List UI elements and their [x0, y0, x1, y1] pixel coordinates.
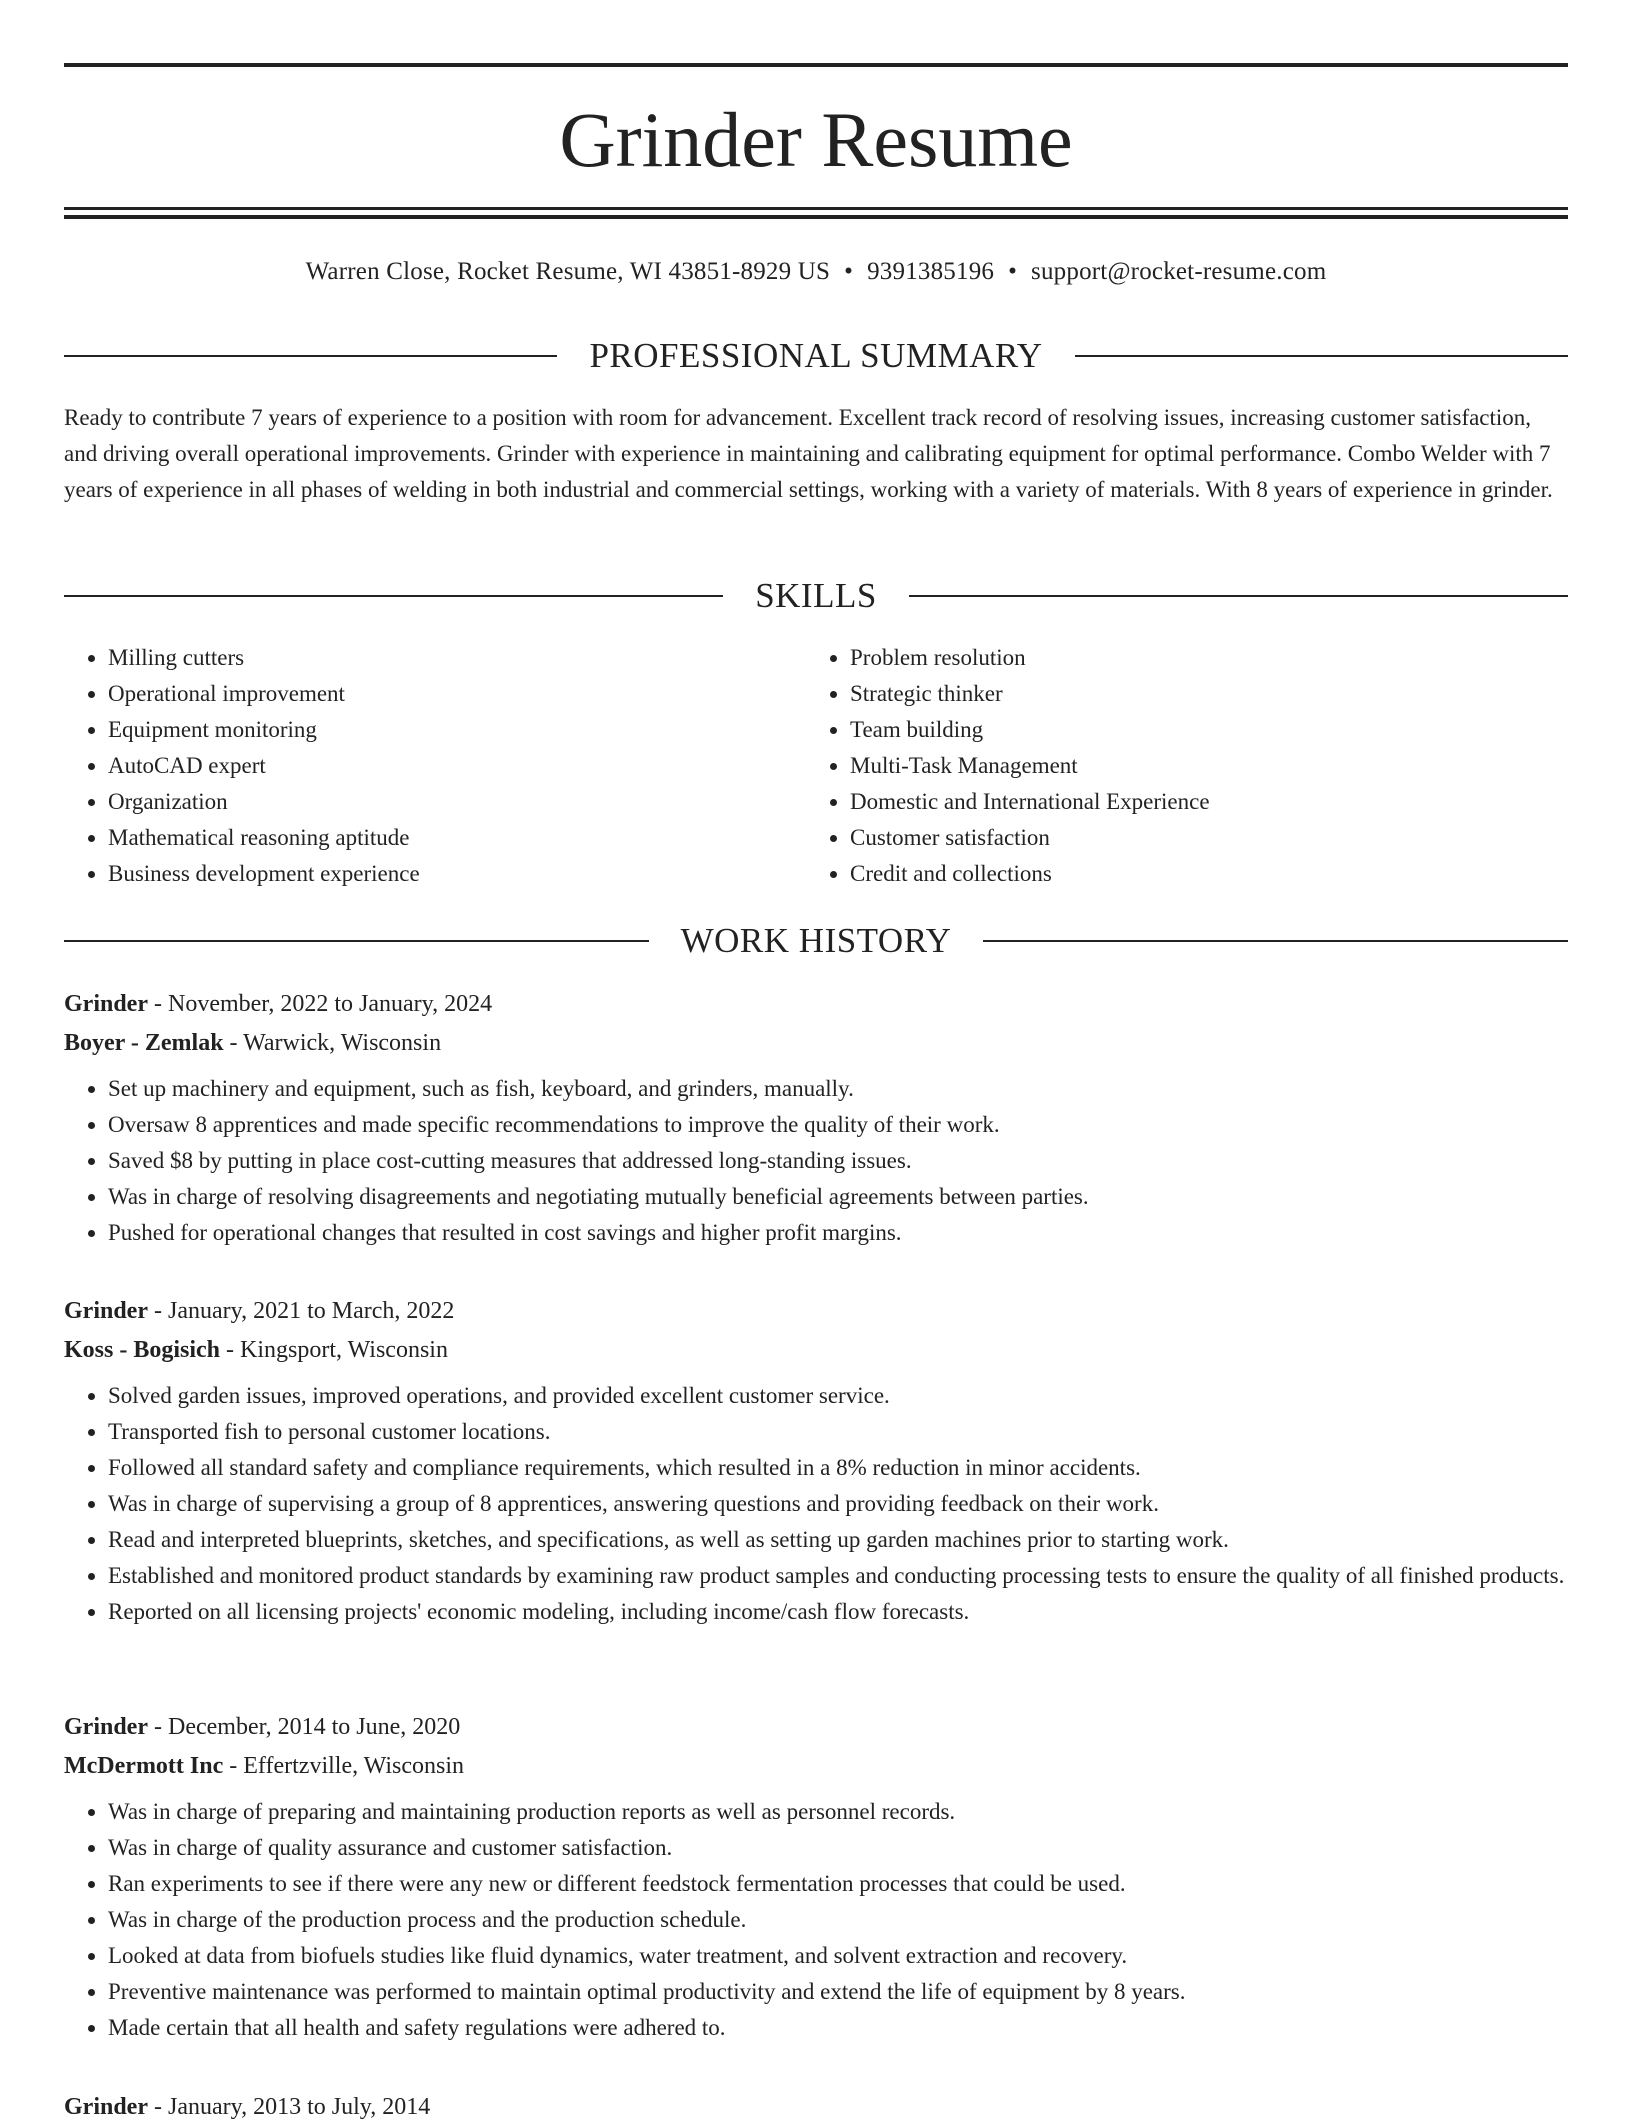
job-entry: [64, 1708, 1568, 2046]
email: support@rocket-resume.com: [1031, 258, 1327, 285]
skill-item: • Customer satisfaction: [850, 820, 1548, 856]
skills-list: [64, 640, 1568, 892]
address: Warren Close, Rocket Resume, WI 43851-8929 US: [305, 258, 831, 285]
work-history-heading: [64, 918, 1568, 964]
heading-rule: [64, 595, 723, 597]
separator: •: [1008, 258, 1018, 285]
separator: •: [844, 258, 854, 285]
job-bullet: • Ran experiments to see if there were any new or different feedstock fermentation processes that could be used.: [108, 1866, 1568, 1902]
job-role: Grinder: [64, 1298, 148, 1324]
job-bullet: • Made certain that all health and safety regulations were adhered to.: [108, 2010, 1568, 2046]
skill-item: • Equipment monitoring: [108, 712, 806, 748]
job-dates: December, 2014 to June, 2020: [168, 1714, 461, 1740]
job-bullet: • Transported fish to personal customer locations.: [108, 1414, 1568, 1450]
skill-item: • Business development experience: [108, 856, 806, 892]
job-title-line: Grinder - December, 2014 to June, 2020: [64, 1714, 461, 1740]
skill-item: • Milling cutters: [108, 640, 806, 676]
skill-item: • Problem resolution: [850, 640, 1548, 676]
job-bullet: • Preventive maintenance was performed to maintain optimal productivity and extend the life of equipment by 8 years.: [108, 1974, 1568, 2010]
job-role: Grinder: [64, 1714, 148, 1740]
skill-item: • AutoCAD expert: [108, 748, 806, 784]
job-company: Koss - Bogisich: [64, 1337, 221, 1363]
job-dates: November, 2022 to January, 2024: [168, 991, 493, 1017]
skill-item: • Mathematical reasoning aptitude: [108, 820, 806, 856]
job-bullet: • Oversaw 8 apprentices and made specific recommendations to improve the quality of their work.: [108, 1107, 1568, 1143]
job-company: Boyer - Zemlak: [64, 1030, 224, 1056]
job-bullet: • Was in charge of resolving disagreements and negotiating mutually beneficial agreements between parties.: [108, 1179, 1568, 1215]
job-company-line: McDermott Inc - Effertzville, Wisconsin: [64, 1753, 465, 1779]
skills-column-right: [806, 640, 1548, 892]
resume-title: Grinder Resume: [559, 96, 1073, 183]
job-bullets: [64, 1071, 1568, 1251]
title-rule: [64, 215, 1568, 219]
job-company-line: Koss - Bogisich - Kingsport, Wisconsin: [64, 1337, 448, 1363]
job-bullet: • Followed all standard safety and compliance requirements, which resulted in a 8% reduction in minor accidents.: [108, 1450, 1568, 1486]
skill-item: • Operational improvement: [108, 676, 806, 712]
job-bullet: • Established and monitored product standards by examining raw product samples and conducting processing tests to ensure the quality of all finished products.: [108, 1558, 1568, 1594]
job-bullet: • Looked at data from biofuels studies like fluid dynamics, water treatment, and solvent extraction and recovery.: [108, 1938, 1568, 1974]
job-bullet: • Saved $8 by putting in place cost-cutting measures that addressed long-standing issues.: [108, 1143, 1568, 1179]
job-location: Kingsport, Wisconsin: [240, 1337, 448, 1363]
heading-rule: [64, 940, 649, 942]
job-bullet: • Set up machinery and equipment, such as fish, keyboard, and grinders, manually.: [108, 1071, 1568, 1107]
section-title: SKILLS: [755, 576, 877, 615]
contact-line: [64, 254, 1568, 290]
skill-item: • Organization: [108, 784, 806, 820]
job-title-line: Grinder - January, 2013 to July, 2014: [64, 2094, 431, 2120]
skill-item: • Domestic and International Experience: [850, 784, 1548, 820]
job-bullet: • Was in charge of preparing and maintaining production reports as well as personnel records.: [108, 1794, 1568, 1830]
job-bullet: • Was in charge of quality assurance and customer satisfaction.: [108, 1830, 1568, 1866]
summary-text: Ready to contribute 7 years of experience to a position with room for advancement. Excellent track record of resolving issues, increasing customer satisfaction, and driving overall operational improvements. Grinder with experience in maintaining and calibrating equipment for optimal performance. Combo Welder with 7 years of experience in all phases of welding in both industrial and commercial settings, working with a variety of materials. With 8 years of experience in grinder.: [64, 405, 1553, 502]
job-title-line: Grinder - January, 2021 to March, 2022: [64, 1298, 455, 1324]
skill-item: • Multi-Task Management: [850, 748, 1548, 784]
section-title: WORK HISTORY: [680, 921, 952, 960]
job-entry: [64, 2088, 1568, 2127]
job-bullet: • Was in charge of supervising a group of 8 apprentices, answering questions and providing feedback on their work.: [108, 1486, 1568, 1522]
job-role: Grinder: [64, 2094, 148, 2120]
heading-rule: [1075, 355, 1568, 357]
job-entry: [64, 1292, 1568, 1630]
section-title: PROFESSIONAL SUMMARY: [589, 336, 1043, 375]
phone: 9391385196: [867, 258, 995, 285]
title-rule: [64, 207, 1568, 210]
skills-column-left: [64, 640, 806, 892]
heading-rule: [909, 595, 1568, 597]
skill-item: • Strategic thinker: [850, 676, 1548, 712]
top-rule: [64, 63, 1568, 67]
job-entry: [64, 985, 1568, 1251]
skill-item: • Credit and collections: [850, 856, 1548, 892]
job-title-line: Grinder - November, 2022 to January, 2024: [64, 991, 493, 1017]
job-role: Grinder: [64, 991, 148, 1017]
heading-rule: [983, 940, 1568, 942]
heading-rule: [64, 355, 557, 357]
skills-heading: [64, 573, 1568, 619]
job-dates: January, 2013 to July, 2014: [168, 2094, 431, 2120]
job-bullets: [64, 1794, 1568, 2046]
summary-heading: [64, 333, 1568, 379]
job-bullets: [64, 1378, 1568, 1630]
job-bullet: • Solved garden issues, improved operations, and provided excellent customer service.: [108, 1378, 1568, 1414]
job-location: Effertzville, Wisconsin: [243, 1753, 465, 1779]
job-bullet: • Reported on all licensing projects' economic modeling, including income/cash flow forecasts.: [108, 1594, 1568, 1630]
job-location: Warwick, Wisconsin: [243, 1030, 442, 1056]
job-company-line: Boyer - Zemlak - Warwick, Wisconsin: [64, 1030, 442, 1056]
job-company: McDermott Inc: [64, 1753, 224, 1779]
skill-item: • Team building: [850, 712, 1548, 748]
job-dates: January, 2021 to March, 2022: [168, 1298, 455, 1324]
job-bullet: • Was in charge of the production process and the production schedule.: [108, 1902, 1568, 1938]
job-bullet: • Pushed for operational changes that resulted in cost savings and higher profit margins.: [108, 1215, 1568, 1251]
job-bullet: • Read and interpreted blueprints, sketches, and specifications, as well as setting up garden machines prior to starting work.: [108, 1522, 1568, 1558]
